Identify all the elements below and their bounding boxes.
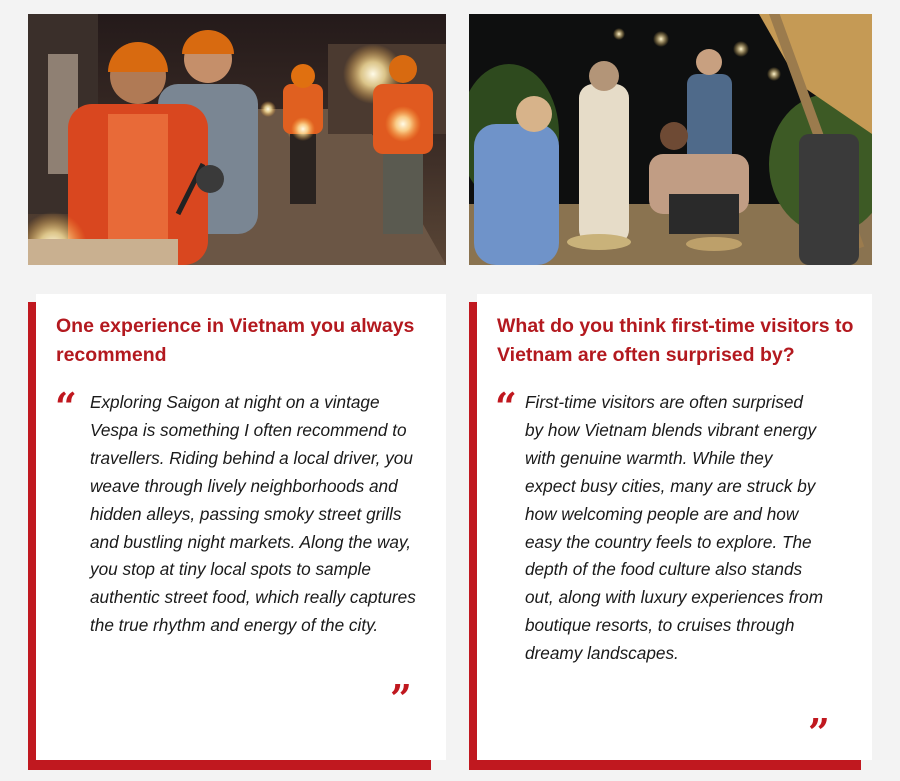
surprise-card: [477, 294, 872, 760]
open-quote-icon: “: [55, 384, 77, 429]
recommendation-card: [36, 294, 446, 760]
quote-text: Exploring Saigon at night on a vintage Vespa is something I often recommend to travellers. Riding behind a local driver, you weave through lively neighborhoods and hidden alleys, passing smoky street grills and bustling night markets. Along the way, you stop at tiny local spots to sample authentic street food, which really captures the true rhythm and energy of the city.: [90, 392, 416, 636]
close-quote-icon: ”: [808, 710, 830, 755]
open-quote-icon: “: [495, 384, 517, 429]
card-title: One experience in Vietnam you always recommend: [56, 315, 415, 366]
vespa-night-tour-photo: [28, 14, 446, 265]
quote-text: First-time visitors are often surprised by how Vietnam blends vibrant energy with genuine warmth. While they expect busy cities, many are struck by how welcoming people are and how easy the country feels to explore. The depth of the food culture also stands out, along with luxury experiences from boutique resorts, to cruises through dreamy landscapes.: [525, 392, 824, 664]
evening-dining-event-photo: [469, 14, 872, 265]
card-title: What do you think first-time visitors to Vietnam are often surprised by?: [497, 315, 854, 366]
close-quote-icon: ”: [390, 676, 412, 721]
